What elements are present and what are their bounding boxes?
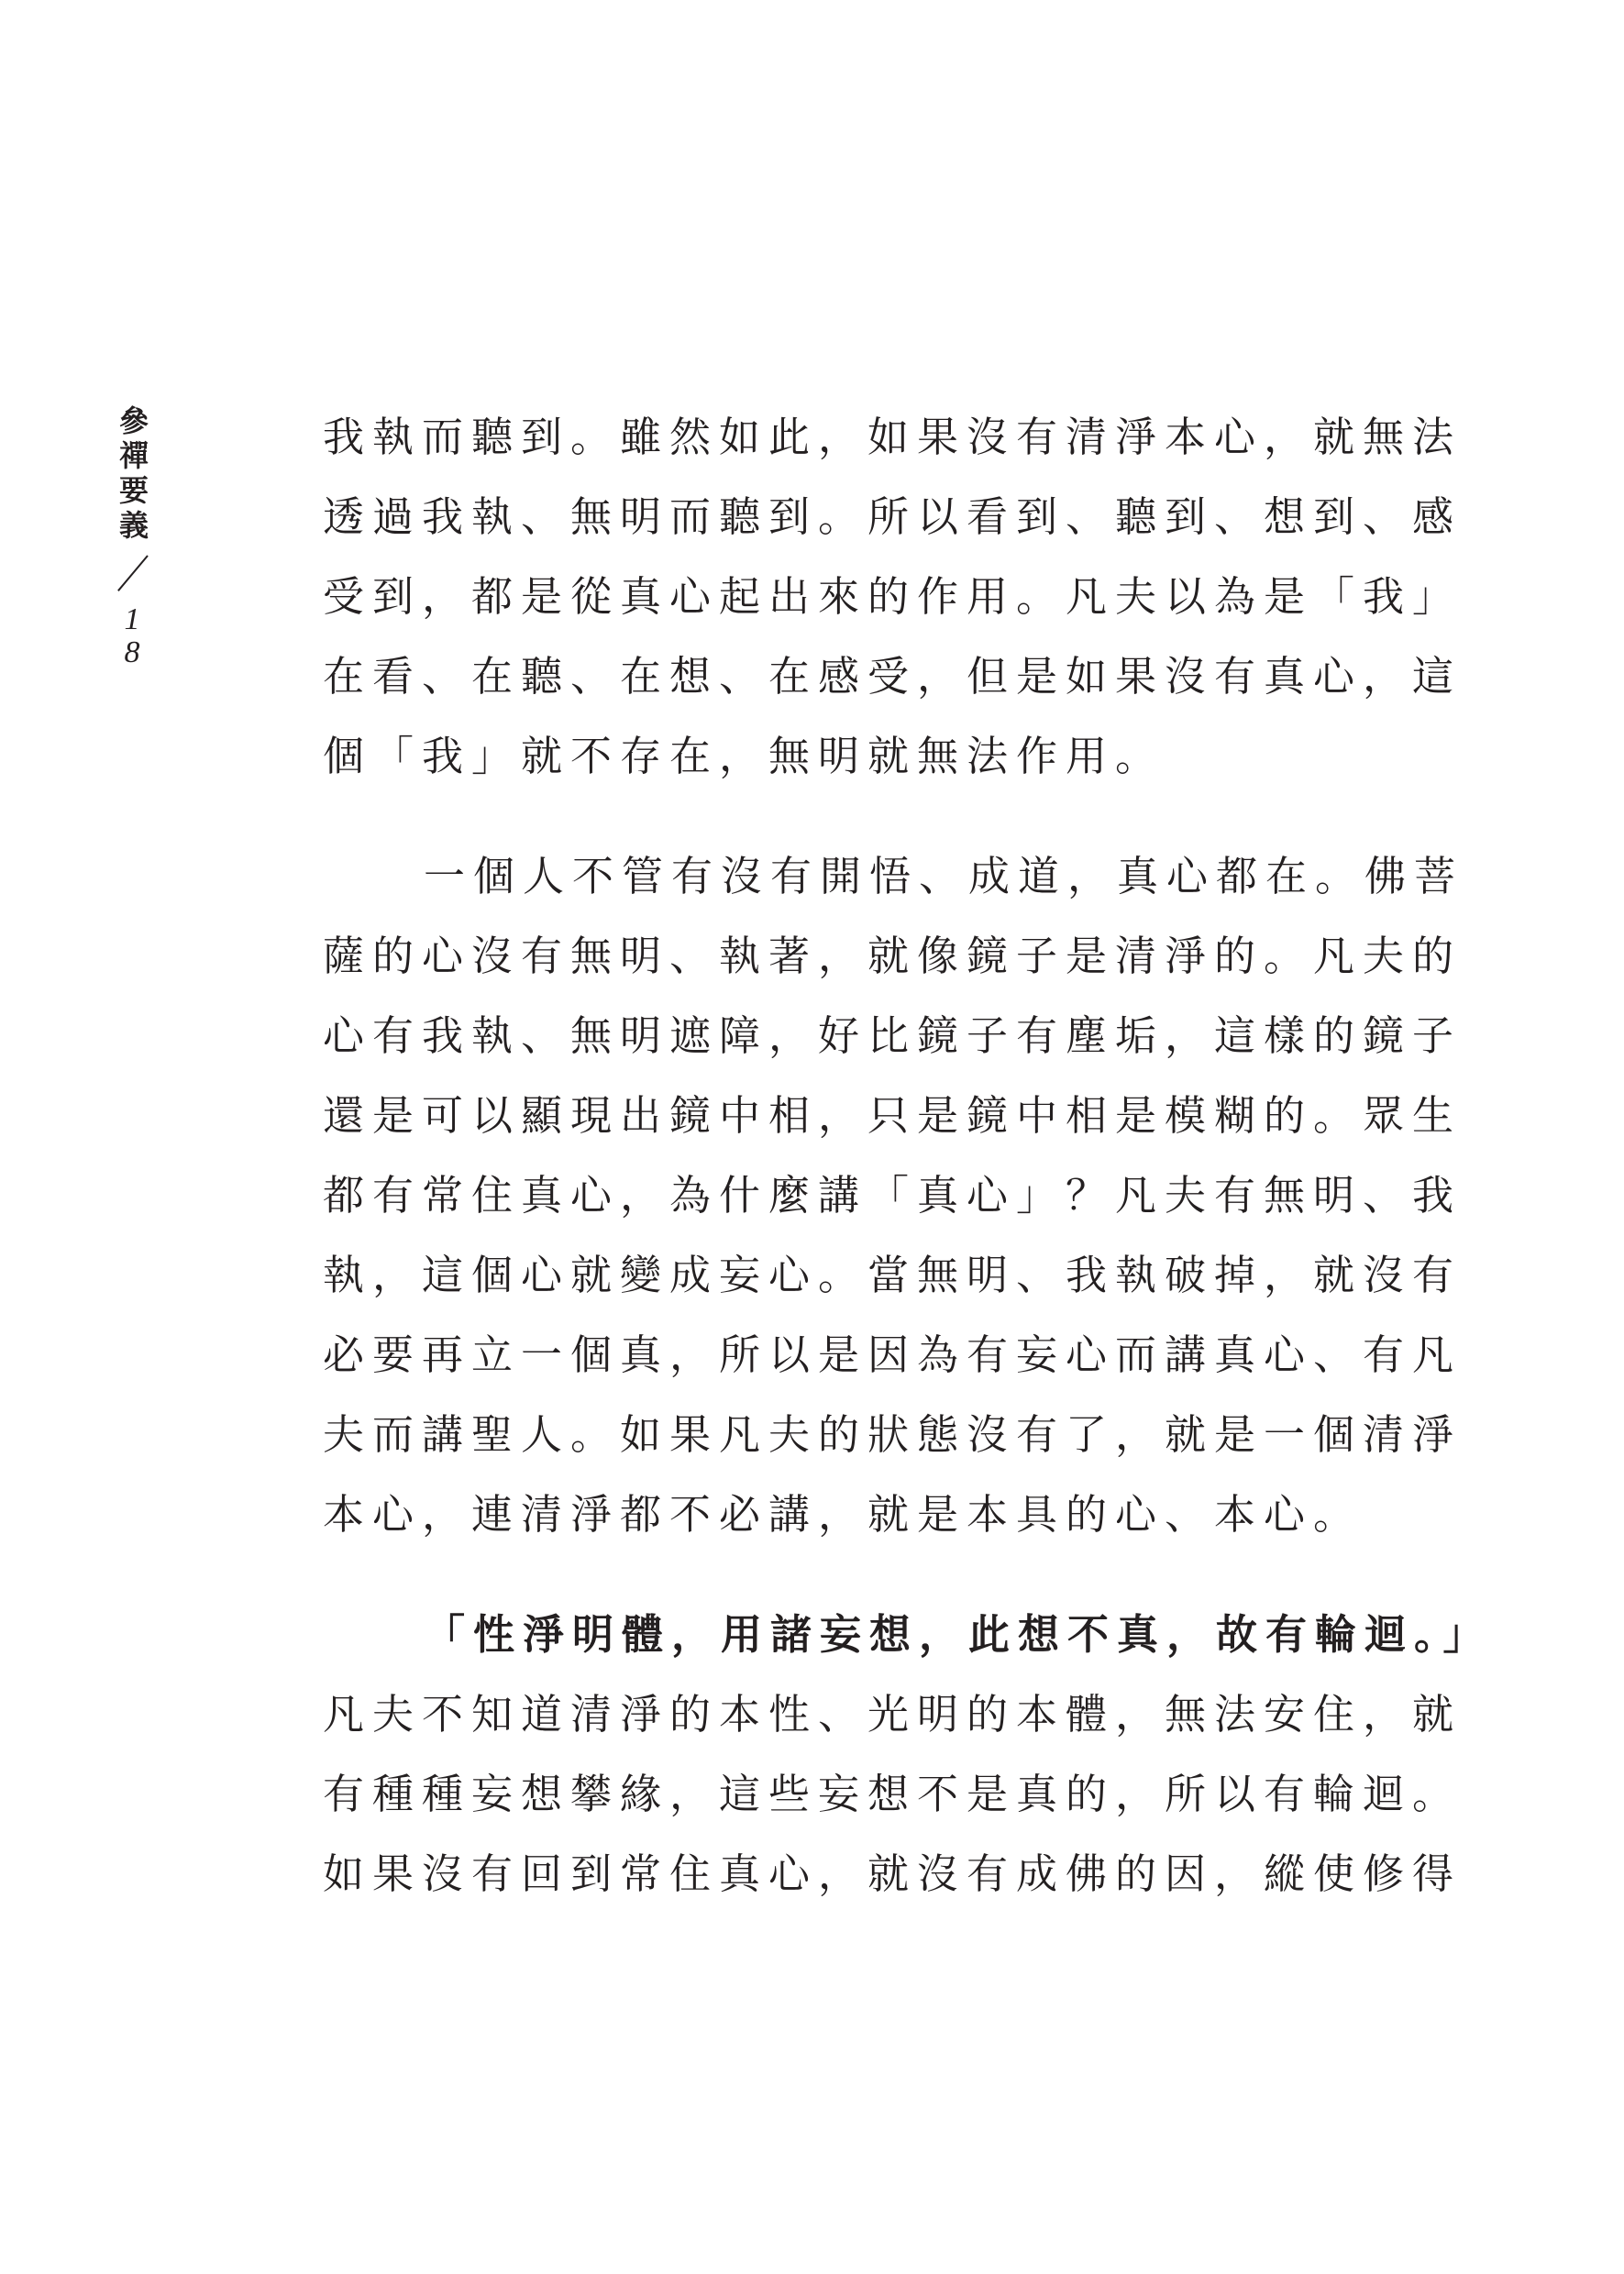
text-line: 薩的心沒有無明、執著，就像鏡子是清淨的。凡夫的 <box>323 932 1463 980</box>
text-line: 夫而講聖人。如果凡夫的狀態沒有了，就是一個清淨 <box>323 1410 1463 1459</box>
text-line: 執，這個心就變成妄心。當無明、我執破掉，就沒有 <box>323 1251 1463 1299</box>
text-line: 在看、在聽、在想、在感受，但是如果沒有真心，這 <box>323 652 1463 701</box>
page-number-digit: 1 <box>124 602 140 636</box>
text-line: 必要再立一個真，所以是因為有妄心而講真心、有凡 <box>323 1330 1463 1379</box>
text-line: 本心，連清淨都不必講，就是本具的心、本心。 <box>323 1490 1364 1539</box>
text-line: 一個人不管有沒有開悟、成道，真心都在。佛菩 <box>424 852 1464 900</box>
paragraph-3 <box>323 1595 1493 1914</box>
book-title: 參禪要義 <box>115 405 149 545</box>
page-number-digit: 8 <box>124 635 140 669</box>
text-line: 有種種妄想攀緣，這些妄想不是真的，所以有輪迴。 <box>323 1770 1463 1818</box>
text-line: 我執而聽到。雖然如此，如果沒有清淨本心，就無法 <box>323 413 1463 461</box>
page-number <box>125 603 140 669</box>
running-head <box>114 405 150 669</box>
text-line: 都有常住真心，為什麼講「真心」？凡夫有無明、我 <box>323 1171 1463 1220</box>
title-page-separator <box>118 552 146 592</box>
body-text <box>323 397 1493 1914</box>
text-line: 凡夫不知道清淨的本性、光明的本體，無法安住，就 <box>323 1690 1463 1739</box>
text-line: 個「我」就不存在，無明就無法作用。 <box>323 732 1166 780</box>
text-line: 如果沒有回到常住真心，就沒有成佛的因，縱使修得 <box>323 1849 1463 1898</box>
scripture-quote: 「性淨明體，用諸妄想，此想不真，故有輪迴。」 <box>424 1610 1493 1659</box>
paragraph-2 <box>323 836 1464 1554</box>
text-line: 心有我執、無明遮障，好比鏡子有塵垢，這樣的鏡子 <box>323 1011 1463 1060</box>
text-line: 受到，都是從真心起出來的作用。凡夫以為是「我」 <box>323 572 1463 621</box>
text-line: 透過我執、無明而聽到。所以看到、聽到、想到、感 <box>323 492 1463 541</box>
paragraph-1 <box>323 397 1463 796</box>
text-line: 還是可以顯現出鏡中相，只是鏡中相是模糊的。眾生 <box>323 1091 1463 1140</box>
